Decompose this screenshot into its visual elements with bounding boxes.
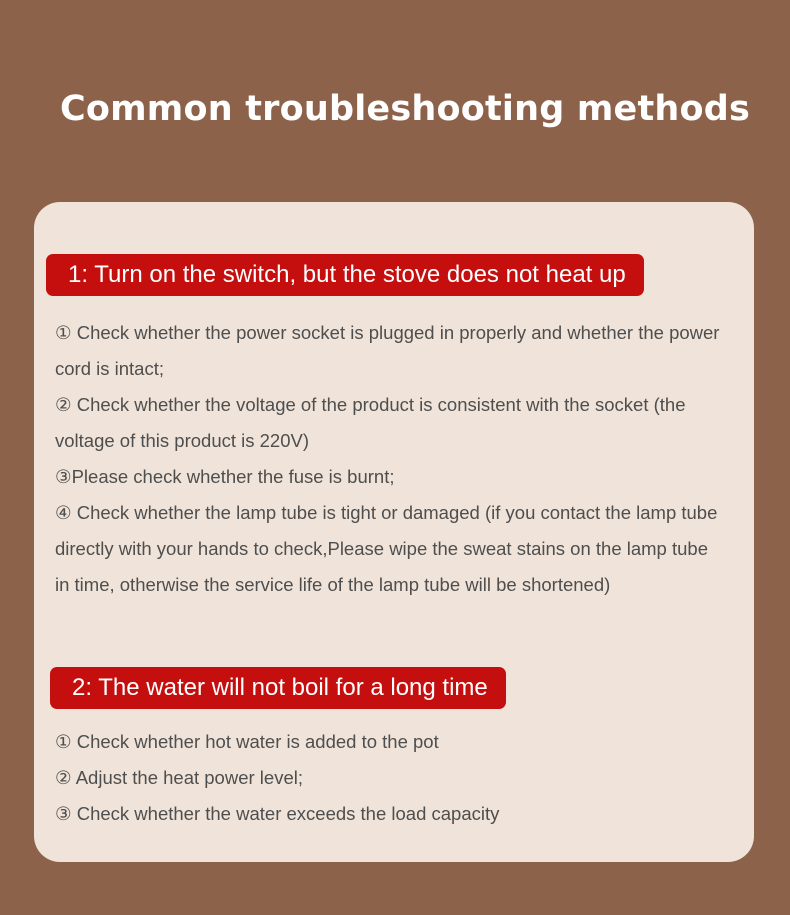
- list-item: ④ Check whether the lamp tube is tight or damaged (if you contact the lamp tube directly with your hands to check,Please wipe the sweat stains on the lamp tube in time, otherwise the service life of the lamp tube will be shortened): [55, 502, 718, 595]
- no-heat-checklist: [55, 315, 720, 603]
- list-item: ③Please check whether the fuse is burnt;: [55, 466, 395, 487]
- list-item: ① Check whether the power socket is plugged in properly and whether the power cord is intact;: [55, 322, 720, 379]
- section-heading-water-not-boiling: 2: The water will not boil for a long time: [50, 667, 506, 709]
- list-item: ③ Check whether the water exceeds the load capacity: [55, 803, 500, 824]
- troubleshooting-card: [34, 202, 754, 862]
- water-not-boiling-checklist: [55, 724, 720, 832]
- list-item: ② Check whether the voltage of the product is consistent with the socket (the voltage of this product is 220V): [55, 394, 686, 451]
- page-title: Common troubleshooting methods: [60, 89, 751, 129]
- list-item: ① Check whether hot water is added to the pot: [55, 731, 439, 752]
- list-item: ② Adjust the heat power level;: [55, 767, 303, 788]
- section-heading-no-heat: 1: Turn on the switch, but the stove does not heat up: [46, 254, 644, 296]
